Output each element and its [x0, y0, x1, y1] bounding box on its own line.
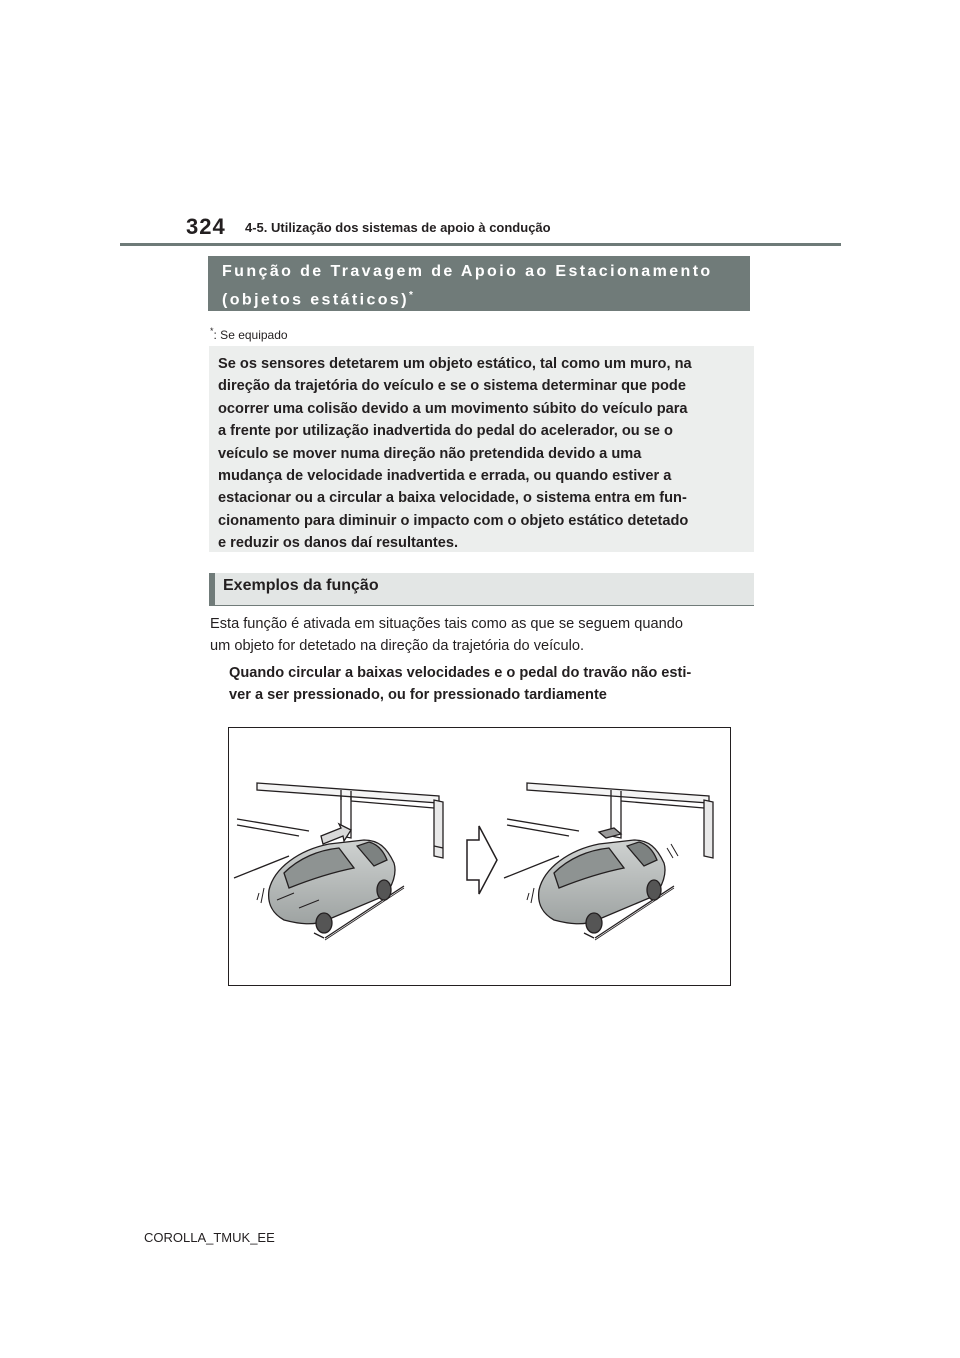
footnote-marker: * [210, 326, 214, 336]
title-line-2-text: (objetos estáticos) [222, 291, 409, 309]
parking-brake-illustration-icon [229, 728, 730, 985]
page-number: 324 [186, 214, 226, 239]
header-rule [120, 243, 841, 246]
body-line: um objeto for detetado na direção da trajetória do veículo. [210, 638, 585, 654]
figure-frame [228, 727, 731, 986]
intro-line: mudança de velocidade inadvertida e errada, ou quando estiver a [218, 468, 672, 485]
intro-line: e reduzir os danos daí resultantes. [218, 535, 459, 552]
title-line-2 [222, 284, 736, 312]
intro-line: a frente por utilização inadvertida do pedal do acelerador, ou se o [218, 423, 673, 440]
intro-box [209, 346, 754, 552]
title-marker: * [408, 290, 413, 301]
transition-arrow-icon [467, 826, 497, 894]
examples-heading: Exemplos da função [209, 573, 754, 606]
caption-line: Quando circular a baixas velocidades e o pedal do travão não esti- [229, 665, 692, 681]
intro-line: Se os sensores detetarem um objeto estático, tal como um muro, na [218, 356, 692, 372]
scene-before [234, 783, 443, 940]
section-title: 4-5. Utilização dos sistemas de apoio à condução [245, 220, 551, 235]
intro-line: estacionar ou a circular a baixa velocidade, o sistema entra em fun- [218, 490, 687, 507]
intro-line: veículo se mover numa direção não pretendida devido a uma [218, 445, 642, 462]
caption-line: ver a ser pressionado, ou for pressionado tardiamente [229, 687, 607, 703]
title-line-1: Função de Travagem de Apoio ao Estacionamento [222, 263, 713, 280]
footnote-text: : Se equipado [213, 328, 288, 342]
examples-body [210, 613, 755, 657]
document-code: COROLLA_TMUK_EE [144, 1230, 275, 1245]
scene-after [504, 783, 713, 940]
title-banner [208, 256, 750, 311]
intro-line: cionamento para diminuir o impacto com o objeto estático detetado [218, 512, 689, 529]
intro-line: direção da trajetória do veículo e se o sistema determinar que pode [218, 378, 686, 395]
footnote [210, 326, 288, 342]
intro-line: ocorrer uma colisão devido a um movimento súbito do veículo para [218, 400, 688, 417]
body-line: Esta função é ativada em situações tais como as que se seguem quando [210, 616, 683, 632]
example-caption [229, 662, 749, 706]
